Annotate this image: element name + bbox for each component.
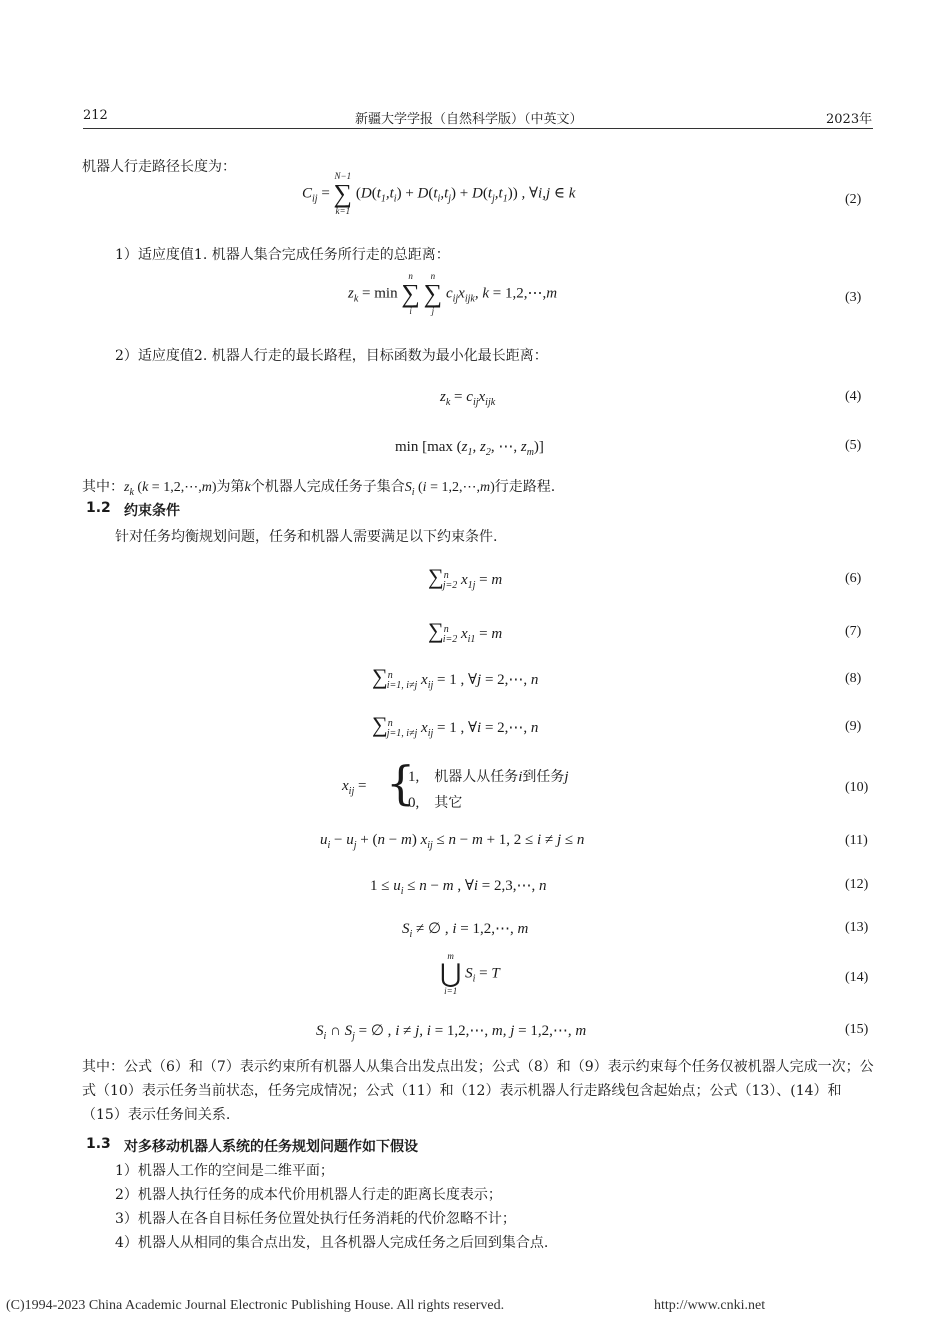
case0-text: 其它	[434, 795, 463, 811]
equation-number: (11)	[845, 833, 868, 848]
path-length-intro: 机器人行走路径长度为：	[82, 159, 236, 175]
assumption-item: 2）机器人执行任务的成本代价用机器人行走的距离长度表示；	[115, 1187, 502, 1203]
equation-number: (9)	[845, 719, 862, 734]
case1-mid: 到任务	[522, 769, 565, 785]
equation-2: $C_{ij}$ = N−1 ∑ k=1 $(D(t_1,t_i) + D(t_i,t_j) + D(t_j,t_1))$ , ∀i,j ∈ k	[302, 171, 576, 216]
year: 2023年	[826, 112, 873, 127]
section-number: 1.3	[86, 1136, 111, 1152]
equation-10-lhs: $x_{ij}$ =	[342, 778, 367, 797]
fitness-1: 1）适应度值1. 机器人集合完成任务所行走的总距离：	[115, 247, 450, 263]
equation-14: m ⋃ i=1 $S_i = T$	[440, 951, 500, 996]
equation-6: ∑$^n_{j=2}$ $x_{1j} = m$	[428, 564, 503, 591]
assumption-item: 3）机器人在各自目标任务位置处执行任务消耗的代价忽略不计；	[115, 1211, 516, 1227]
equation-number: (12)	[845, 877, 869, 892]
equation-5: min [max ($z_1$, $z_2$, ⋯, $z_m$)]	[395, 439, 544, 458]
equation-9: ∑$^n_{j=1, i\ne j}$ $x_{ij} = 1$ , ∀i = 2,⋯, n	[372, 712, 539, 739]
equation-3: $z_k = \min$ n ∑ i n ∑ j $c_{ij}x_{ijk}$, k = 1,2,⋯,m	[348, 271, 558, 316]
equation-number: (4)	[845, 389, 862, 404]
where-text: 个机器人完成任务子集合	[250, 479, 405, 495]
equation-10-case1: 1, 机器人从任务i到任务j	[408, 769, 569, 785]
equation-number: (13)	[845, 920, 869, 935]
equation-15: $S_i$ ∩ $S_j$ = ∅ , i ≠ j, i = 1,2,⋯, m, j = 1,2,⋯, m	[316, 1023, 587, 1042]
equation-number: (6)	[845, 571, 862, 586]
header-rule	[83, 128, 873, 129]
equation-4: $z_k = c_{ij}x_{ijk}$	[440, 389, 496, 408]
section-intro: 针对任务均衡规划问题，任务和机器人需要满足以下约束条件.	[115, 529, 498, 545]
explanation-paragraph: 其中：公式（6）和（7）表示约束所有机器人从集合出发点出发；公式（8）和（9）表示约束每个任务仅被机器人完成一次；公式（10）表示任务当前状态，任务完成情况；公式（11）和（12）表示机器人行走路线包含起始点；公式（13）、(14）和（15）表示任务间关系.	[82, 1059, 874, 1123]
assumption-item: 1）机器人工作的空间是二维平面；	[115, 1163, 334, 1179]
assumption-item: 4）机器人从相同的集合点出发，且各机器人完成任务之后回到集合点.	[115, 1235, 549, 1251]
equation-10-case0: 0, 其它	[408, 795, 463, 811]
equation-12: $1 \le u_i \le n - m$ , ∀i = 2,3,⋯, n	[370, 878, 547, 897]
equation-number: (10)	[845, 780, 869, 795]
where-text: 行走路程.	[494, 479, 556, 495]
page-number: 212	[83, 108, 108, 123]
copyright-footer: (C)1994-2023 China Academic Journal Electronic Publishing House. All rights reserved.	[6, 1298, 505, 1313]
left-brace: {	[386, 756, 416, 810]
equation-number: (5)	[845, 438, 862, 453]
case1-text: 机器人从任务	[434, 769, 519, 785]
section-number: 1.2	[86, 500, 111, 516]
equation-number: (2)	[845, 192, 862, 207]
equation-number: (8)	[845, 671, 862, 686]
where-text: 为第	[216, 479, 245, 495]
footer-url[interactable]: http://www.cnki.net	[654, 1298, 766, 1313]
equation-number: (3)	[845, 290, 862, 305]
equation-11: $u_i - u_j + (n - m) x_{ij} \le n - m + 1$, 2 ≤ i ≠ j ≤ n	[320, 832, 585, 851]
equation-number: (14)	[845, 970, 869, 985]
where-label: 其中：	[82, 479, 124, 495]
equation-number: (15)	[845, 1022, 869, 1037]
fitness-2: 2）适应度值2. 机器人行走的最长路程，目标函数为最小化最长距离：	[115, 348, 548, 364]
equation-7: ∑$^n_{i=2}$ $x_{i1} = m$	[428, 618, 503, 645]
where-definition: 其中：$z_k$ (k = 1,2,⋯,m)为第k个机器人完成任务子集合$S_i$ (i = 1,2,⋯,m)行走路程.	[82, 479, 556, 498]
equation-8: ∑$^n_{i=1, i\ne j}$ $x_{ij} = 1$ , ∀j = 2,⋯, n	[372, 664, 539, 691]
section-title: 对多移动机器人系统的任务规划问题作如下假设	[124, 1139, 418, 1155]
section-title: 约束条件	[124, 503, 180, 519]
equation-13: $S_i$ ≠ ∅ , i = 1,2,⋯, m	[402, 921, 529, 940]
equation-number: (7)	[845, 624, 862, 639]
journal-title: 新疆大学学报（自然科学版）（中英文）	[355, 112, 583, 127]
